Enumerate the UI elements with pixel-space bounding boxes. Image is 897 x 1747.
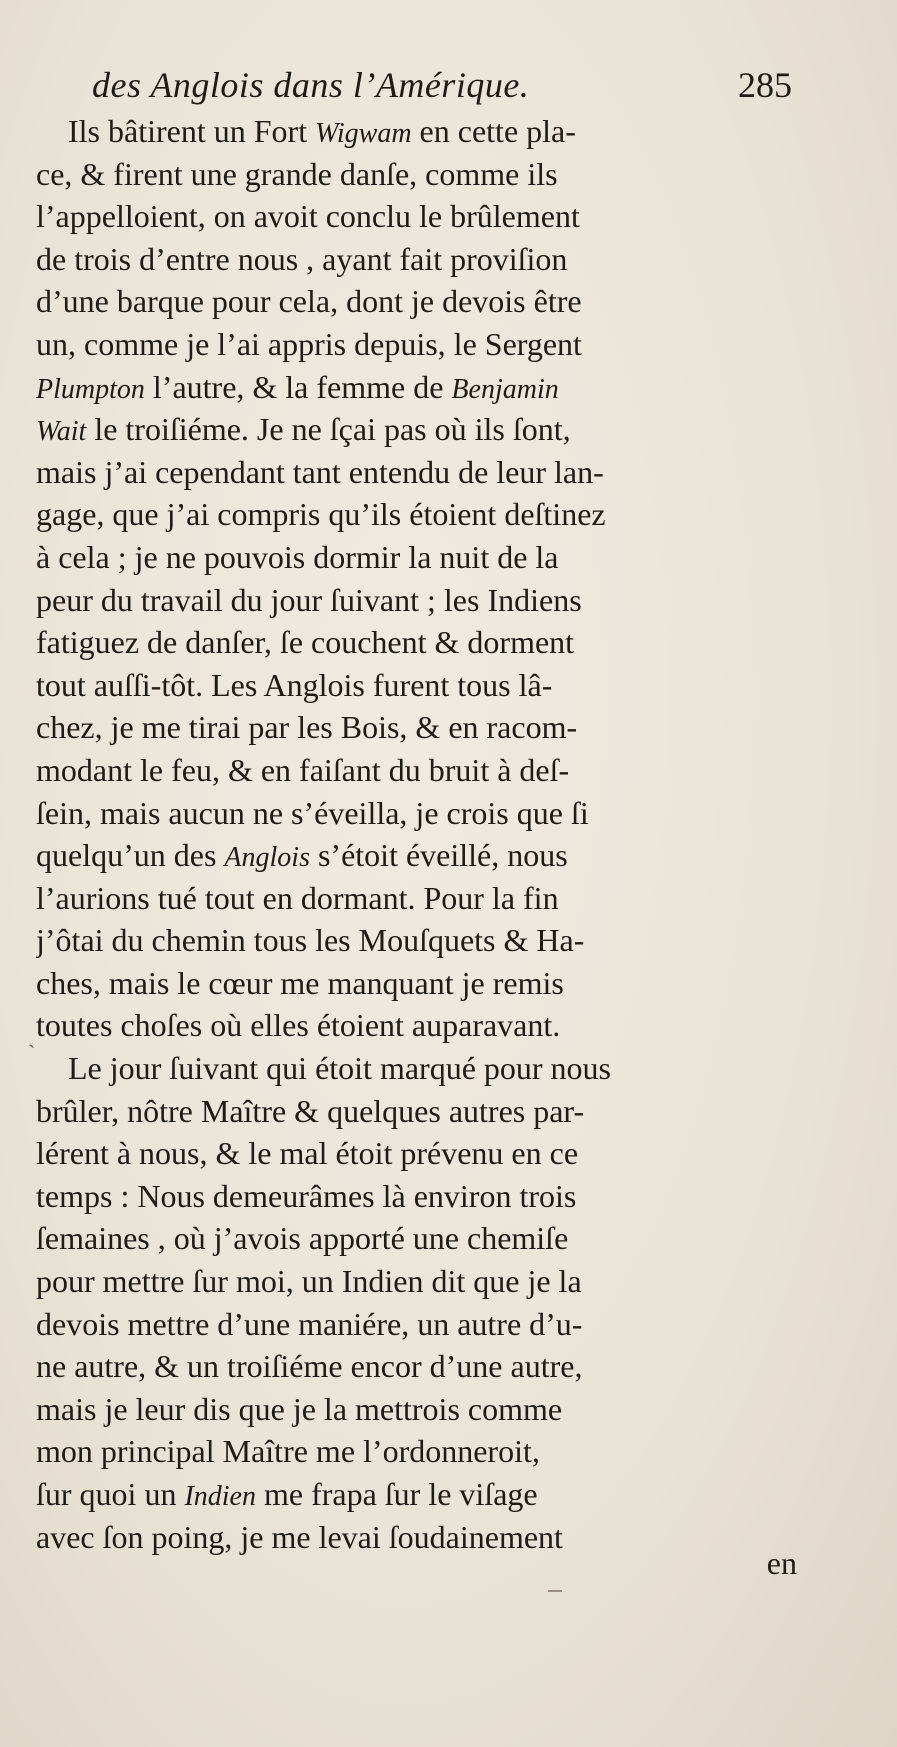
text-line (36, 536, 796, 579)
text-line (36, 1217, 796, 1260)
text-line (36, 1473, 796, 1516)
margin-mark: ` (28, 1040, 36, 1065)
text-line (36, 408, 796, 451)
text-segment: pour mettre ſur moi, un Indien dit que je la (36, 1263, 582, 1300)
body-text (36, 110, 796, 1558)
catchword: en (766, 1545, 797, 1581)
text-segment: l’appelloient, on avoit conclu le brûlement (36, 198, 580, 235)
text-line (36, 1430, 796, 1473)
text-segment: tout auſſi-tôt. Les Anglois furent tous lâ- (36, 666, 553, 703)
text-segment: le troiſiéme. Je ne ſçai pas où ils ſont, (86, 411, 571, 448)
text-line (36, 1132, 796, 1175)
text-line (36, 1047, 796, 1090)
text-line (36, 493, 796, 536)
page-header (92, 62, 792, 108)
text-segment: de trois d’entre nous , ayant fait proviſion (36, 240, 568, 277)
text-segment: lérent à nous, & le mal étoit prévenu en ce (36, 1135, 579, 1172)
text-line (36, 919, 796, 962)
text-line (36, 451, 796, 494)
text-line (36, 621, 796, 664)
text-segment: me frapa ſur le viſage (255, 1476, 538, 1512)
text-line (36, 792, 796, 835)
text-segment: ſein, mais aucun ne s’éveilla, je crois que ſi (36, 794, 589, 831)
text-line (36, 323, 796, 366)
text-segment: temps : Nous demeurâmes là environ trois (36, 1177, 577, 1214)
text-segment: ne autre, & un troiſiéme encor d’une autre, (36, 1348, 583, 1385)
text-segment: en cette pla- (411, 113, 576, 149)
text-segment: s’étoit éveillé, nous (309, 837, 568, 874)
running-title: des Anglois dans l’Amérique. (92, 65, 530, 105)
text-segment: devois mettre d’une maniére, un autre d’u- (36, 1305, 583, 1342)
text-line (36, 706, 796, 749)
text-line (36, 664, 796, 707)
text-line (36, 579, 796, 622)
text-segment: ches, mais le cœur me manquant je remis (36, 964, 564, 1001)
text-line (36, 1260, 796, 1303)
text-segment: toutes choſes où elles étoient auparavant. (36, 1007, 561, 1044)
text-segment: Ils bâtirent un Fort (68, 113, 316, 149)
text-segment: chez, je me tirai par les Bois, & en racom- (36, 709, 578, 746)
italic-word: Benjamin (451, 373, 559, 405)
text-segment: mais je leur dis que je la mettrois comme (36, 1390, 563, 1427)
text-line (36, 1388, 796, 1431)
text-line (36, 1516, 796, 1559)
text-line (36, 1090, 796, 1133)
text-segment: brûler, nôtre Maître & quelques autres par- (36, 1092, 585, 1129)
text-line (36, 877, 796, 920)
italic-word: Wigwam (315, 118, 412, 149)
italic-word: Anglois (224, 842, 310, 874)
text-line (36, 962, 796, 1005)
text-segment: d’une barque pour cela, dont je devois être (36, 283, 582, 320)
text-segment: ce, & firent une grande danſe, comme ils (36, 155, 558, 192)
text-segment: modant le feu, & en faiſant du bruit à deſ- (36, 751, 570, 788)
text-segment: j’ôtai du chemin tous les Mouſquets & Ha- (36, 922, 585, 959)
text-segment: peur du travail du jour ſuivant ; les Indiens (36, 581, 582, 618)
footer-mark (548, 1590, 562, 1592)
text-segment: mon principal Maître me l’ordonneroit, (36, 1433, 540, 1470)
text-line (36, 1345, 796, 1388)
text-line (36, 280, 796, 323)
text-segment: mais j’ai cependant tant entendu de leur lan- (36, 453, 604, 490)
text-line (36, 153, 796, 196)
text-segment: un, comme je l’ai appris depuis, le Sergent (36, 325, 582, 362)
italic-word: Plumpton (36, 373, 145, 405)
text-segment: ſemaines , où j’avois apporté une chemiſe (36, 1220, 569, 1257)
italic-word: Wait (36, 416, 87, 448)
text-segment: avec ſon poing, je me levai ſoudainement (36, 1518, 563, 1555)
text-line (36, 195, 796, 238)
text-line (36, 749, 796, 792)
text-line (36, 110, 796, 153)
text-segment: à cela ; je ne pouvois dormir la nuit de la (36, 538, 559, 575)
text-line (36, 1303, 796, 1346)
italic-word: Indien (184, 1481, 256, 1512)
text-segment: quelqu’un des (36, 837, 225, 874)
text-segment: Le jour ſuivant qui étoit marqué pour nous (68, 1050, 611, 1087)
text-line (36, 1175, 796, 1218)
text-line (36, 366, 796, 409)
page-number: 285 (738, 65, 792, 105)
text-segment: ſur quoi un (36, 1476, 185, 1512)
text-line (36, 238, 796, 281)
text-line (36, 834, 796, 877)
text-segment: l’aurions tué tout en dormant. Pour la fin (36, 879, 559, 916)
text-segment: fatiguez de danſer, ſe couchent & dorment (36, 624, 575, 661)
text-line (36, 1004, 796, 1047)
text-segment: l’autre, & la femme de (144, 368, 452, 405)
text-segment: gage, que j’ai compris qu’ils étoient deſtinez (36, 496, 606, 533)
